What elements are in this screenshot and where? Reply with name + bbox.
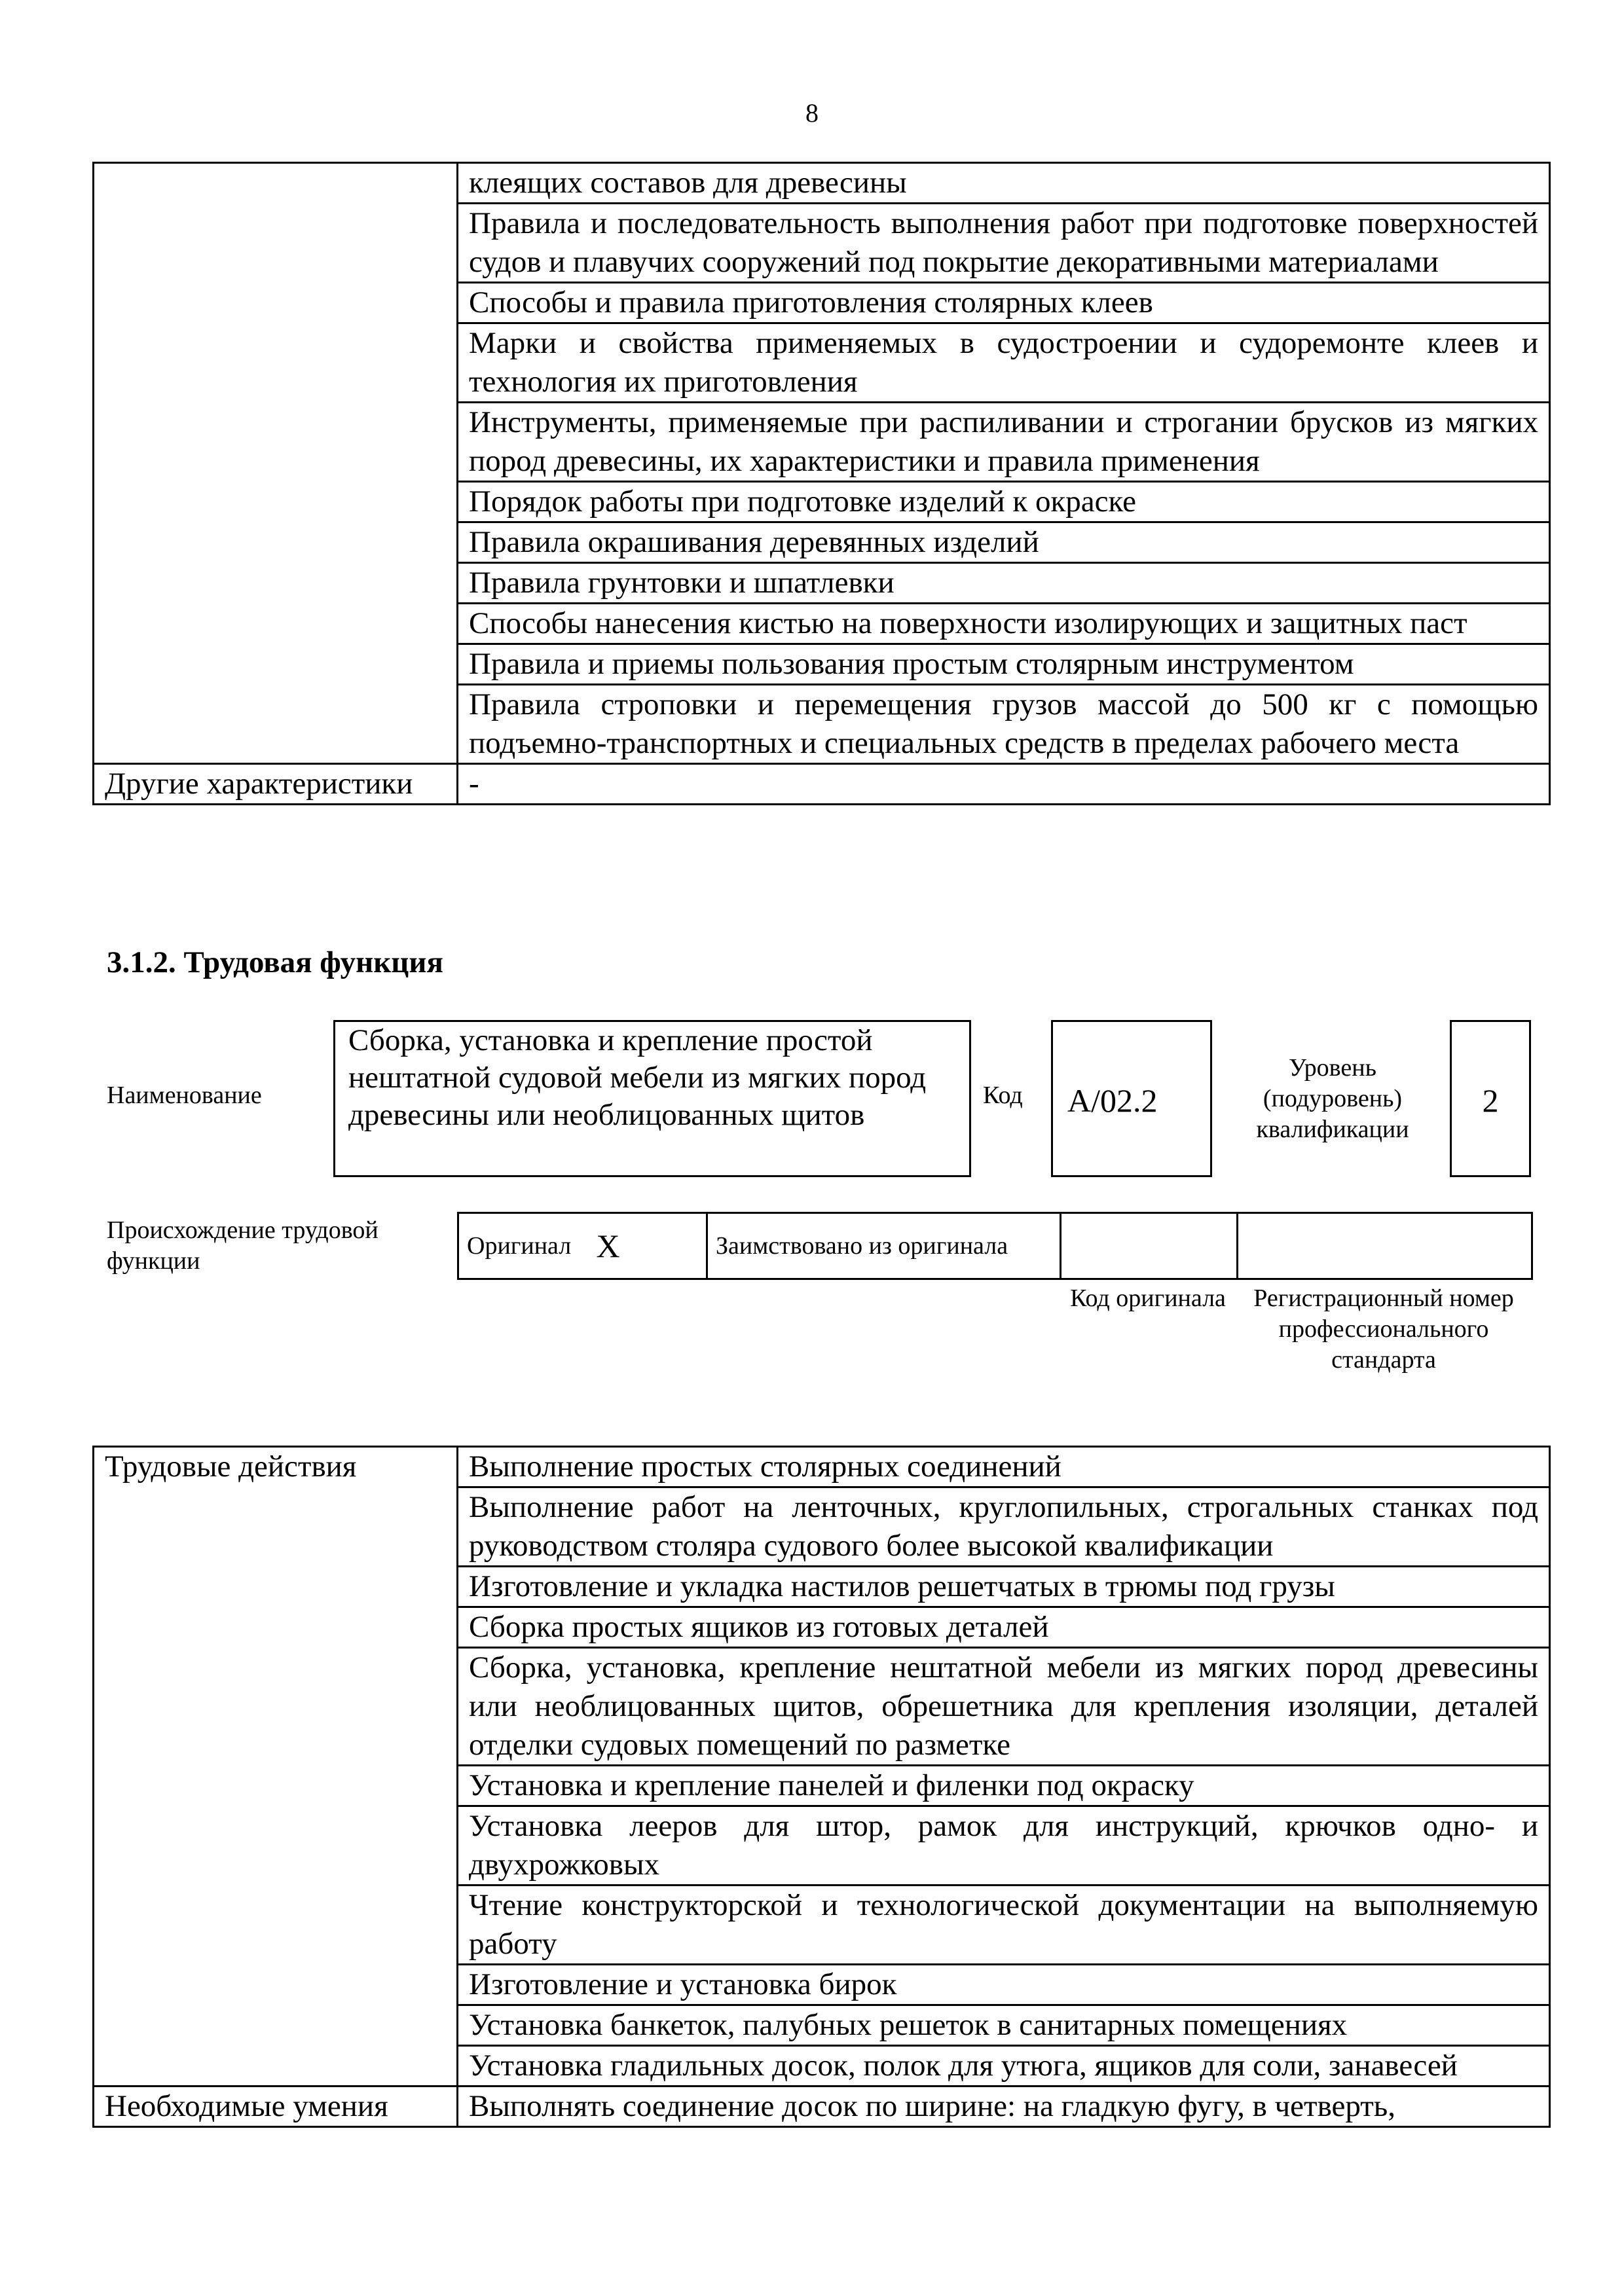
origin-table [457, 1212, 1533, 1280]
table-cell-empty [94, 163, 458, 764]
reg-number-cell [1238, 1213, 1532, 1279]
action-item: Установка и крепление панелей и филенки под окраску [458, 1766, 1550, 1806]
action-item: Сборка, установка, крепление нештатной мебели из мягких пород древесины или необлицованных щитов, обрешетника для крепления изоляции, деталей отделки судовых помещений по разметке [458, 1648, 1550, 1766]
action-item: Изготовление и укладка настилов решетчатых в трюмы под грузы [458, 1567, 1550, 1607]
actions-table [92, 1446, 1551, 2128]
knowledge-item: Способы нанесения кистью на поверхности изолирующих и защитных паст [458, 604, 1550, 644]
skill-item: Выполнять соединение досок по ширине: на гладкую фугу, в четверть, [458, 2086, 1550, 2127]
function-code-value: А/02.2 [1051, 1020, 1212, 1177]
action-item: Установка леeров для штор, рамок для инструкций, крючков одно- и двухрожковых [458, 1806, 1550, 1886]
function-name-box [333, 1020, 971, 1177]
other-characteristics-label: Другие характеристики [94, 764, 458, 805]
action-item: Чтение конструкторской и технологической документации на выполняемую работу [458, 1886, 1550, 1965]
page-number: 8 [805, 98, 819, 128]
knowledge-item: Порядок работы при подготовке изделий к окраске [458, 482, 1550, 522]
borrowed-label: Заимствовано из оригинала [707, 1213, 1061, 1279]
actions-label: Трудовые действия [94, 1447, 458, 2086]
skills-label: Необходимые умения [94, 2086, 458, 2127]
action-item: Изготовление и установка бирок [458, 1965, 1550, 2005]
knowledge-table [92, 162, 1551, 805]
level-label: Уровень (подуровень) квалификации [1256, 1054, 1409, 1143]
code-label: Код [983, 1082, 1023, 1109]
action-item: Установка банкеток, палубных решеток в санитарных помещениях [458, 2005, 1550, 2046]
table-row [94, 764, 1550, 805]
function-name-value: Сборка, установка и крепление простой нештатной судовой мебели из мягких пород древесины или необлицованных щитов [348, 1023, 927, 1132]
knowledge-item: Правила грунтовки и шпатлевки [458, 563, 1550, 604]
knowledge-item: Способы и правила приготовления столярных клеев [458, 283, 1550, 323]
knowledge-item: Марки и свойства применяемых в судостроении и судоремонте клеев и технология их приготовления [458, 323, 1550, 403]
table-row [94, 2086, 1550, 2127]
knowledge-item: Правила строповки и перемещения грузов массой до 500 кг с помощью подъемно-транспортных и специальных средств в пределах рабочего места [458, 685, 1550, 764]
action-item: Выполнение работ на ленточных, круглопильных, строгальных станках под руководством столяра судового более высокой квалификации [458, 1487, 1550, 1567]
code-original-caption: Код оригинала [1070, 1285, 1226, 1312]
section-heading: 3.1.2. Трудовая функция [107, 945, 443, 979]
action-item: Выполнение простых столярных соединений [458, 1447, 1550, 1487]
knowledge-item: Правила и приемы пользования простым столярным инструментом [458, 644, 1550, 685]
name-label: Наименование [107, 1082, 262, 1109]
original-mark: X [583, 1213, 707, 1279]
original-code-cell [1061, 1213, 1238, 1279]
reg-number-caption: Регистрационный номер профессионального стандарта [1253, 1285, 1514, 1374]
other-characteristics-value: - [458, 764, 1550, 805]
action-item: Установка гладильных досок, полок для утюга, ящиков для соли, занавесей [458, 2046, 1550, 2086]
original-label: Оригинал [458, 1213, 583, 1279]
knowledge-item: Инструменты, применяемые при распиливании и строгании брусков из мягких пород древесины, их характеристики и правила применения [458, 403, 1550, 482]
origin-label: Происхождение трудовой функции [107, 1216, 378, 1275]
knowledge-item: Правила окрашивания деревянных изделий [458, 522, 1550, 563]
table-row [458, 1213, 1532, 1279]
table-row [94, 163, 1550, 204]
table-row [94, 1447, 1550, 1487]
knowledge-item: Правила и последовательность выполнения работ при подготовке поверхностей судов и плавучих сооружений под покрытие декоративными материалами [458, 204, 1550, 283]
knowledge-item: клеящих составов для древесины [458, 163, 1550, 204]
action-item: Сборка простых ящиков из готовых деталей [458, 1607, 1550, 1648]
level-value: 2 [1450, 1020, 1531, 1177]
